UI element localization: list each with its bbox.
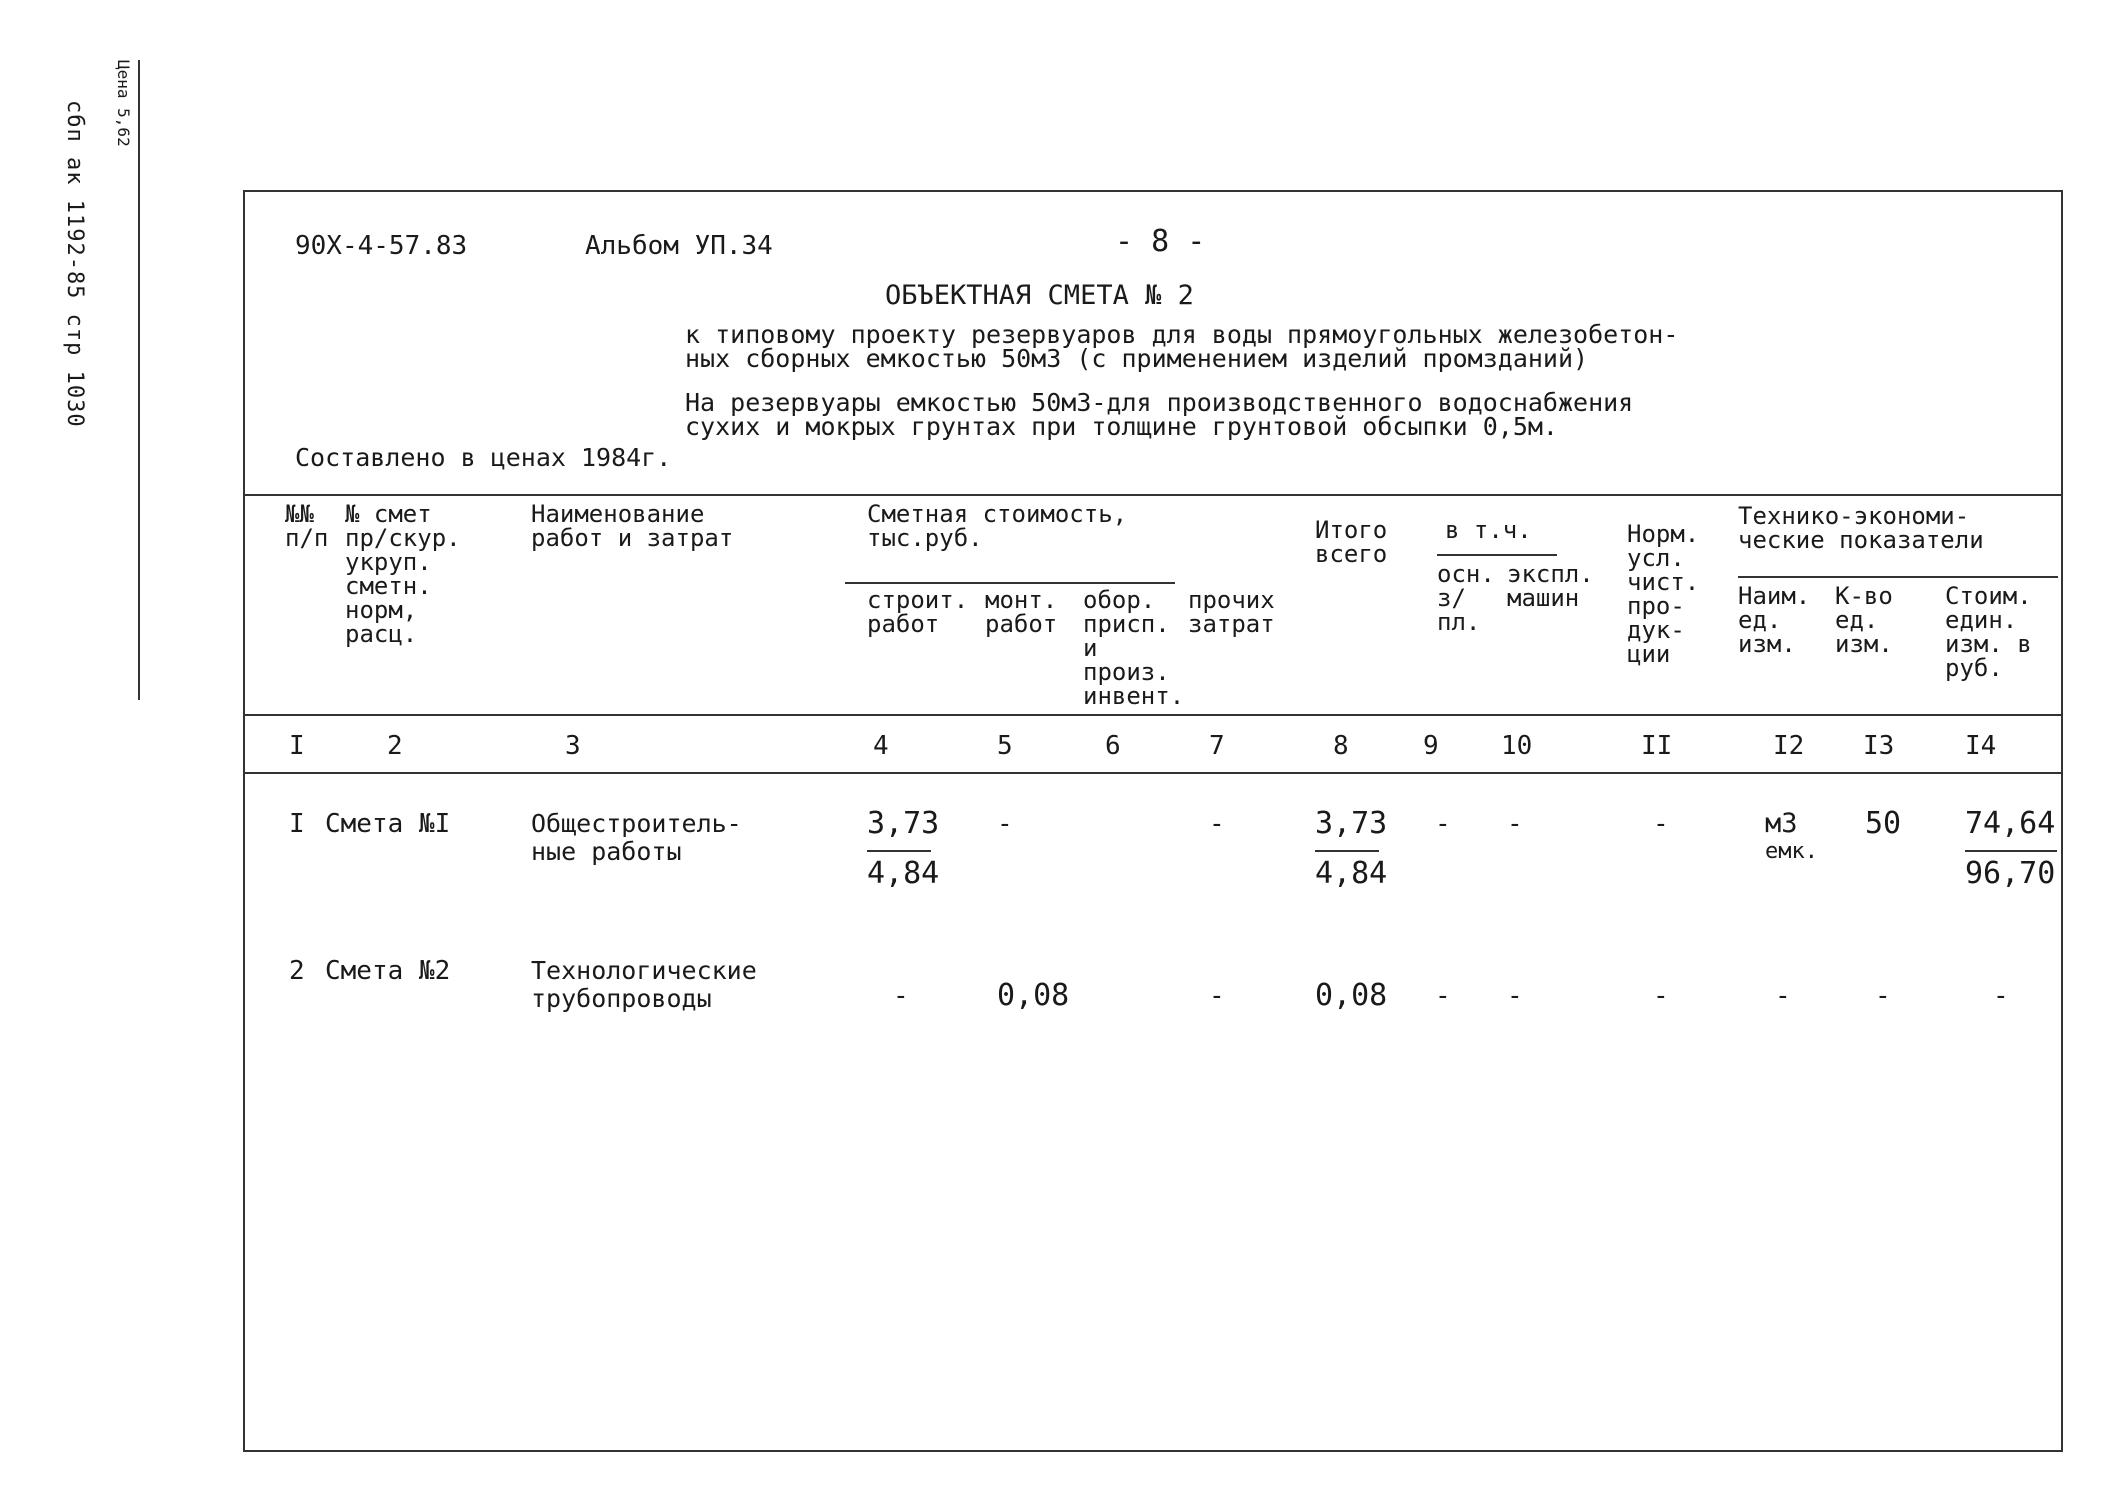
- row1-unit-cost-bottom: 96,70: [1965, 856, 2056, 891]
- col-numbers-rule: [245, 772, 2061, 774]
- header-construction: строит. работ: [867, 586, 969, 638]
- row1-construction-top: 3,73: [867, 806, 940, 841]
- col-number: 5: [997, 731, 1013, 761]
- row1-wages: -: [1435, 809, 1451, 839]
- row2-name-line-2: трубопроводы: [531, 984, 712, 1013]
- col-number: I3: [1863, 731, 1895, 761]
- row1-machines: -: [1507, 809, 1523, 839]
- header-unit: Наим. ед. изм.: [1738, 582, 1811, 658]
- row1-unit-cost-top: 74,64: [1965, 806, 2056, 841]
- col-number: 7: [1209, 731, 1225, 761]
- row1-qty: 50: [1865, 806, 1902, 841]
- compiled-note: Составлено в ценах 1984г.: [295, 443, 672, 472]
- header-name: Наименование работ и затрат: [531, 500, 734, 552]
- col-number: I4: [1965, 731, 1997, 761]
- row2-unit: -: [1775, 981, 1791, 1011]
- row1-norm: -: [1653, 809, 1669, 839]
- row1-install: -: [997, 809, 1013, 839]
- header-cost-group: Сметная стоимость, тыс.руб.: [867, 500, 1128, 552]
- header-incl: в т.ч.: [1445, 516, 1532, 544]
- row1-total-top: 3,73: [1315, 806, 1388, 841]
- tech-group-rule: [1738, 576, 2058, 578]
- row1-total-bottom: 4,84: [1315, 856, 1388, 891]
- subtitle-line-1: к типовому проекту резервуаров для воды прямоугольных железобетон-: [685, 320, 1679, 349]
- header-machines: экспл. машин: [1507, 560, 1594, 612]
- header-num: №№ п/п: [285, 500, 329, 552]
- col-number: I2: [1773, 731, 1805, 761]
- row1-num: I: [289, 809, 305, 839]
- col-number: II: [1641, 731, 1673, 761]
- subtitle-line-4: сухих и мокрых грунтах при толщине грунтовой обсыпки 0,5м.: [685, 412, 1558, 441]
- header-qty: К-во ед. изм.: [1835, 582, 1893, 658]
- row1-estimate: Смета №I: [325, 809, 451, 839]
- row2-unit-cost: -: [1993, 981, 2009, 1011]
- page-number: - 8 -: [1115, 224, 1206, 259]
- subtitle-line-2: ных сборных емкостью 50м3 (с применением изделий промзданий): [685, 344, 1589, 373]
- album-label: Альбом УП.34: [585, 231, 773, 261]
- row1-name-line-2: ные работы: [531, 837, 682, 866]
- row1-construction-divider: [867, 850, 931, 852]
- col-number: 8: [1333, 731, 1349, 761]
- row2-num: 2: [289, 956, 305, 986]
- col-number: 6: [1105, 731, 1121, 761]
- row2-qty: -: [1875, 981, 1891, 1011]
- col-number: 3: [565, 731, 581, 761]
- row2-machines: -: [1507, 981, 1523, 1011]
- margin-stamp: [42, 60, 162, 520]
- row1-total-divider: [1315, 850, 1379, 852]
- col-number: 9: [1423, 731, 1439, 761]
- table-top-rule: [245, 494, 2061, 496]
- header-norm: Норм. усл. чист. про- дук- ции: [1627, 520, 1700, 668]
- col-number: 4: [873, 731, 889, 761]
- margin-stamp-label: Цена 5,62: [114, 60, 133, 147]
- estimate-sheet: [243, 190, 2063, 1452]
- row1-unit-1: м3: [1765, 808, 1798, 839]
- margin-doc-ref: сбп ак 1192-85 стр 1030: [62, 100, 87, 428]
- header-tech-group: Технико-экономи- ческие показатели: [1738, 502, 1984, 554]
- header-wages: осн. з/пл.: [1437, 560, 1495, 636]
- col-number: 10: [1501, 731, 1533, 761]
- header-estimate-no: № смет пр/скур. укруп. сметн. норм, расц.: [345, 500, 461, 648]
- header-unit-cost: Стоим. един. изм. в руб.: [1945, 582, 2032, 682]
- estimate-title: ОБЪЕКТНАЯ СМЕТА № 2: [885, 280, 1194, 311]
- margin-rule: [138, 60, 140, 700]
- row1-construction-bottom: 4,84: [867, 856, 940, 891]
- row1-name-line-1: Общестроитель-: [531, 809, 742, 838]
- doc-code: 90Х-4-57.83: [295, 231, 468, 261]
- row2-estimate: Смета №2: [325, 956, 451, 986]
- row2-other: -: [1209, 981, 1225, 1011]
- row1-unit-2: емк.: [1765, 839, 1818, 864]
- row2-construction: -: [893, 981, 909, 1011]
- row2-name-line-1: Технологические: [531, 956, 757, 985]
- row2-total: 0,08: [1315, 978, 1388, 1013]
- cost-group-rule: [845, 582, 1175, 584]
- incl-rule: [1437, 554, 1557, 556]
- header-equipment: обор. присп. и произ. инвент.: [1083, 586, 1185, 710]
- col-number: I: [289, 731, 305, 761]
- header-total: Итого всего: [1315, 516, 1388, 568]
- row2-wages: -: [1435, 981, 1451, 1011]
- header-bottom-rule: [245, 714, 2061, 716]
- row2-install: 0,08: [997, 978, 1070, 1013]
- header-other: прочих затрат: [1188, 586, 1275, 638]
- row1-unit-cost-divider: [1965, 850, 2057, 852]
- col-number: 2: [387, 731, 403, 761]
- subtitle-line-3: На резервуары емкостью 50м3-для производственного водоснабжения: [685, 388, 1634, 417]
- row2-norm: -: [1653, 981, 1669, 1011]
- header-install: монт. работ: [985, 586, 1058, 638]
- row1-other: -: [1209, 809, 1225, 839]
